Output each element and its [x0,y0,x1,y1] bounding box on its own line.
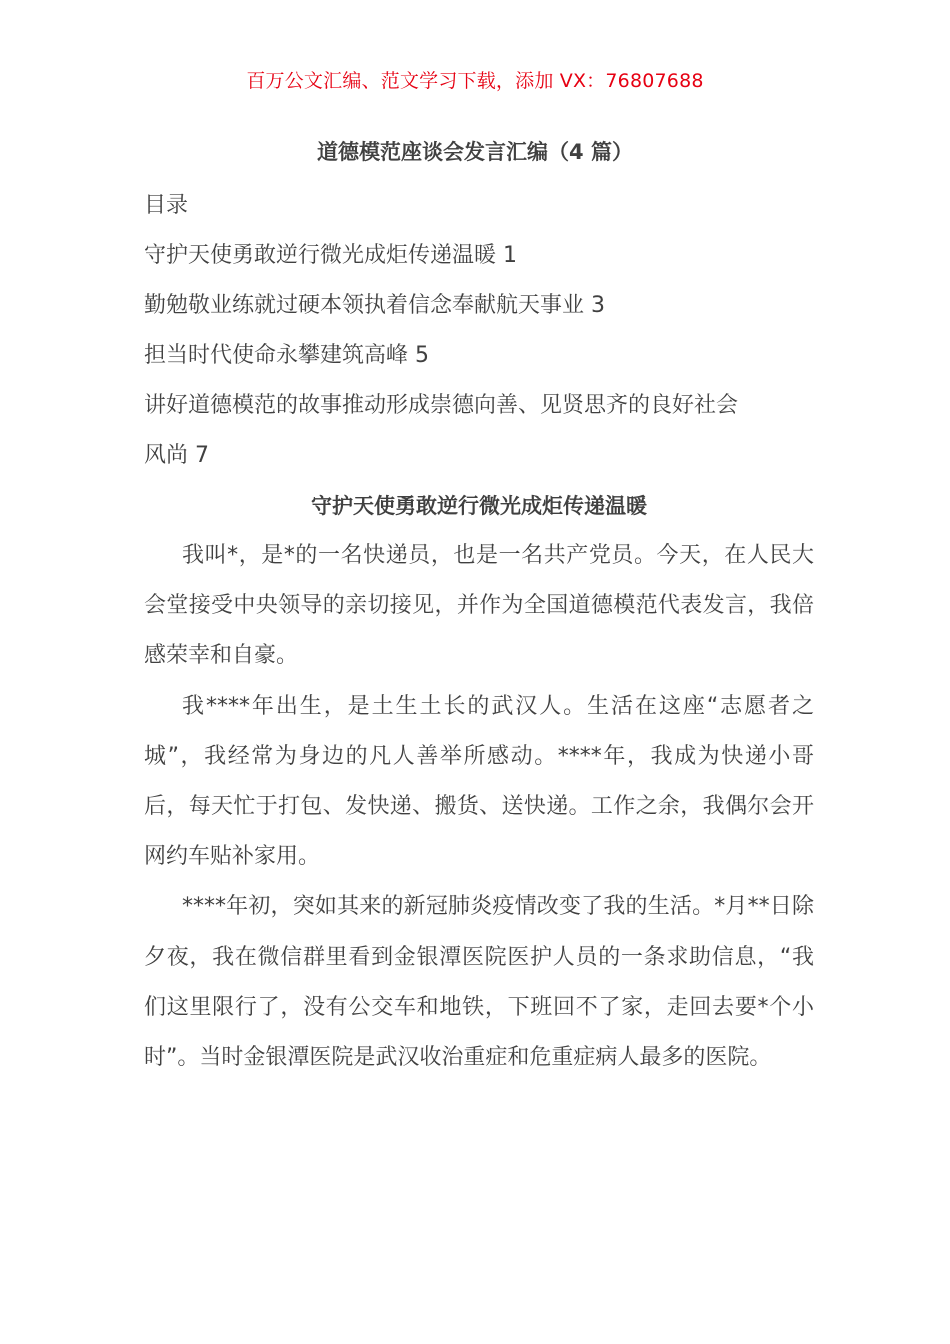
toc-heading: 目录 [144,193,189,218]
paragraph: ****年初，突如其来的新冠肺炎疫情改变了我的生活。*月**日除夕夜，我在微信群里看到金银潭医院医护人员的一条求助信息，“我们这里限行了，没有公交车和地铁，下班回不了家，走回去要*个小时”。当时金银潭医院是武汉收治重症和危重症病人最多的医院。 [144,894,814,1071]
paragraph: 我****年出生，是土生土长的武汉人。生活在这座“志愿者之城”，我经常为身边的凡人善举所感动。****年，我成为快递小哥后，每天忙于打包、发快递、搬货、送快递。工作之余，我偶尔会开网约车贴补家用。 [144,693,814,870]
toc-item[interactable]: 勤勉敬业练就过硬本领执着信念奉献航天事业 3 [144,293,605,318]
document-body [144,181,814,1083]
toc-item-continuation[interactable]: 风尚 7 [144,443,209,468]
toc-item[interactable]: 担当时代使命永攀建筑高峰 5 [144,343,429,368]
paragraph: 我叫*，是*的一名快递员，也是一名共产党员。今天，在人民大会堂接受中央领导的亲切接见，并作为全国道德模范代表发言，我倍感荣幸和自豪。 [144,543,814,669]
toc-item[interactable]: 讲好道德模范的故事推动形成崇德向善、见贤思齐的良好社会 [144,393,739,418]
promo-banner: 百万公文汇编、范文学习下载，添加 VX：76807688 [246,70,704,92]
document-title: 道德模范座谈会发言汇编（4 篇） [317,140,633,164]
section-title: 守护天使勇敢逆行微光成炬传递温暖 [311,494,647,518]
toc-item[interactable]: 守护天使勇敢逆行微光成炬传递温暖 1 [144,243,517,268]
